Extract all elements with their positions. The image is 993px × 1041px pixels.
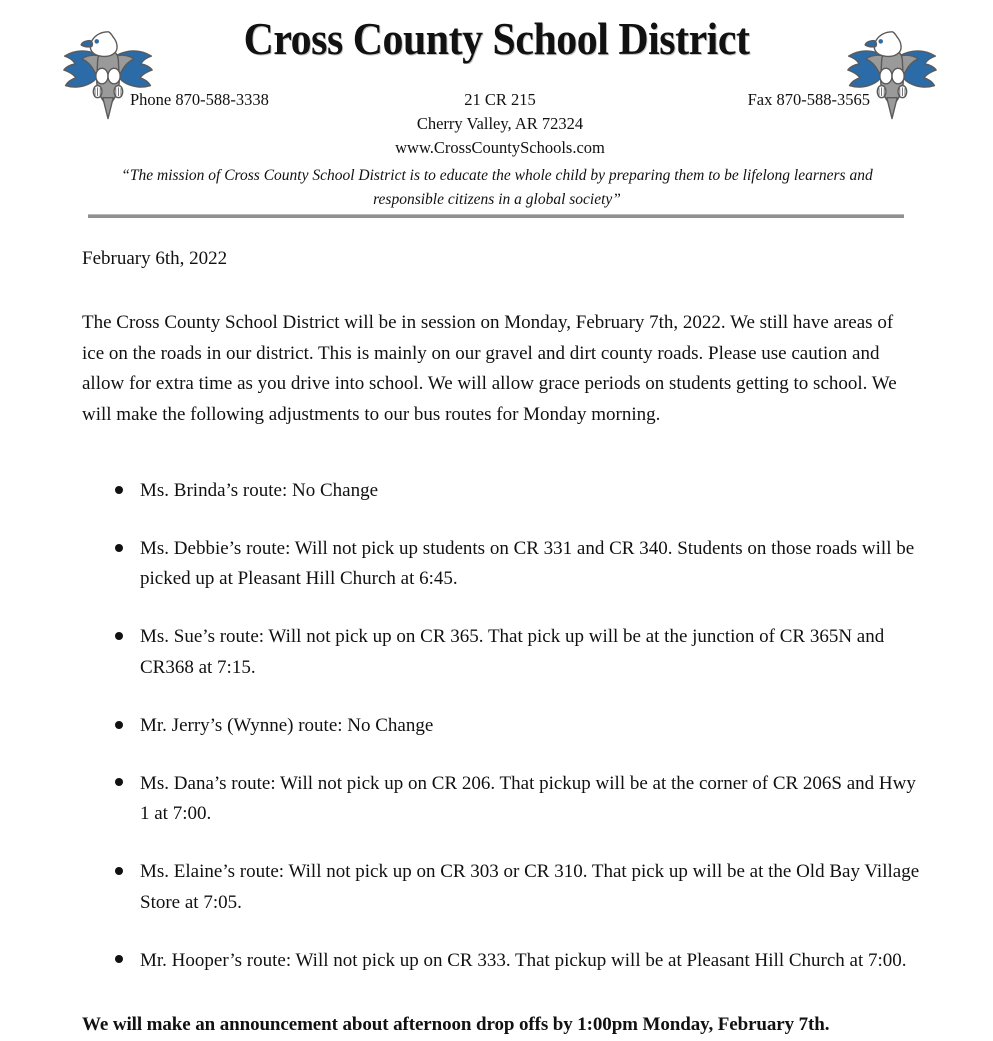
- list-item: [82, 711, 920, 742]
- bullet-icon: [115, 867, 123, 875]
- route-text: Ms. Sue’s route: Will not pick up on CR 365. That pick up will be at the junction of CR 365N and CR368 at 7:15.: [140, 626, 885, 679]
- route-text: Mr. Hooper’s route: Will not pick up on CR 333. That pickup will be at Pleasant Hill Church at 7:00.: [140, 949, 907, 971]
- route-text: Ms. Brinda’s route: No Change: [140, 479, 379, 501]
- route-text: Ms. Dana’s route: Will not pick up on CR 206. That pickup will be at the corner of CR 206S and Hwy 1 at 7:00.: [140, 772, 916, 825]
- list-item: [82, 857, 920, 919]
- contact-info-row: [130, 88, 870, 160]
- route-text: Ms. Debbie’s route: Will not pick up students on CR 331 and CR 340. Students on those roads will be picked up at Pleasant Hill Church at 6:45.: [140, 537, 915, 590]
- letter-body: [82, 244, 920, 1041]
- website-url[interactable]: www.CrossCountySchools.com: [395, 137, 605, 157]
- address-line-1: 21 CR 215: [464, 90, 536, 109]
- bullet-icon: [115, 721, 123, 729]
- phone-number: Phone 870-588-3338: [130, 90, 269, 109]
- closing-announcement: We will make an announcement about afternoon drop offs by 1:00pm Monday, February 7th.: [82, 1014, 830, 1036]
- route-text: Mr. Jerry’s (Wynne) route: No Change: [140, 714, 434, 736]
- address-block: [370, 88, 630, 160]
- address-line-2: Cherry Valley, AR 72324: [416, 113, 584, 133]
- list-item: [82, 622, 920, 684]
- bullet-icon: [115, 778, 123, 786]
- list-item: [82, 534, 920, 596]
- intro-paragraph: The Cross County School District will be in session on Monday, February 7th, 2022. We still have areas of ice on the roads in our district. This is mainly on our gravel and dirt county roads. Please use caution and allow for extra time as you drive into school. We will allow grace periods on students getting to school. We will make the following adjustments to our bus routes for Monday morning.: [82, 312, 897, 425]
- letterhead: [0, 0, 993, 209]
- fax-number: Fax 870-588-3565: [747, 90, 870, 109]
- bullet-icon: [115, 486, 123, 494]
- header-divider: [88, 214, 904, 218]
- district-title: Cross County School District: [243, 14, 750, 64]
- bus-route-list: [82, 476, 920, 976]
- list-item: [82, 769, 920, 831]
- bullet-icon: [115, 544, 123, 552]
- letter-date: February 6th, 2022: [82, 248, 228, 269]
- mission-statement: “The mission of Cross County School District is to educate the whole child by preparing them to be lifelong learners and responsible citizens in a global society”: [121, 167, 873, 209]
- list-item: [82, 476, 920, 507]
- bullet-icon: [115, 955, 123, 963]
- bullet-icon: [115, 632, 123, 640]
- list-item: [82, 946, 920, 977]
- route-text: Ms. Elaine’s route: Will not pick up on CR 303 or CR 310. That pick up will be at the Old Bay Village Store at 7:05.: [140, 861, 920, 913]
